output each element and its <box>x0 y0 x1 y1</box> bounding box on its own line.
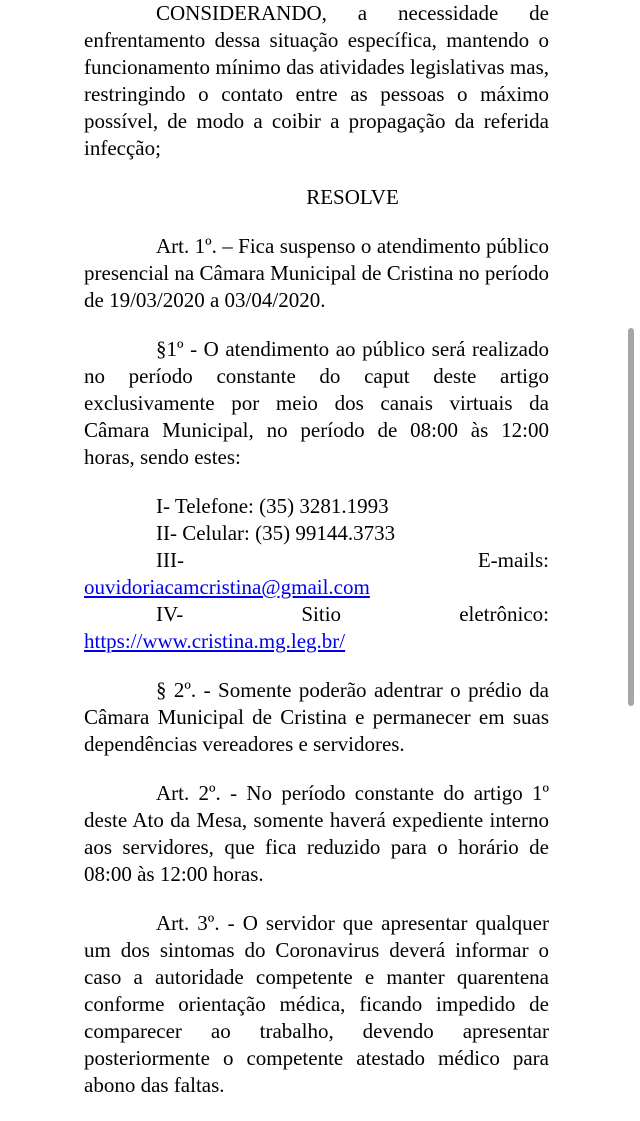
website-link[interactable]: https://www.cristina.mg.leg.br/ <box>84 629 346 653</box>
email-link[interactable]: ouvidoriacamcristina@gmail.com <box>84 575 370 599</box>
channel-celular: II- Celular: (35) 99144.3733 <box>156 521 396 545</box>
channel-emails-numeral: III- <box>156 548 184 572</box>
paragraph-art-3: Art. 3º. - O servidor que apresentar qualquer um dos sintomas do Coronavirus deverá informar o caso a autoridade competente e manter quarentena conforme orientação médica, ficando impedido de comparecer ao trabalho, devendo apresentar posteriormente o competente atestado médico para abono das faltas. <box>84 911 549 1097</box>
paragraph-art-2: Art. 2º. - No período constante do artigo 1º deste Ato da Mesa, somente haverá expediente interno aos servidores, que fica reduzido para o horário de 08:00 às 12:00 horas. <box>84 781 549 886</box>
channel-emails-label: E-mails: <box>477 548 549 572</box>
paragraph-art-1: Art. 1º. – Fica suspenso o atendimento público presencial na Câmara Municipal de Cristina no período de 19/03/2020 a 03/04/2020. <box>84 234 549 312</box>
channel-site-label: eletrônico: <box>459 602 549 626</box>
channel-site-line <box>84 601 549 628</box>
channel-site-link-line <box>84 628 549 655</box>
channel-emails-line <box>84 547 549 574</box>
paragraph-section-2: § 2º. - Somente poderão adentrar o prédio da Câmara Municipal de Cristina e permanecer em suas dependências vereadores e servidores. <box>84 678 549 756</box>
channel-telefone: I- Telefone: (35) 3281.1993 <box>156 494 389 518</box>
channel-email-link-line <box>84 574 549 601</box>
channel-site-numeral: IV- <box>156 602 184 626</box>
vertical-scrollbar-thumb[interactable] <box>628 328 634 706</box>
channels-list <box>84 493 549 655</box>
paragraph-section-1: §1º - O atendimento ao público será realizado no período constante do caput deste artigo exclusivamente por meio dos canais virtuais da Câmara Municipal, no período de 08:00 às 12:00 horas, sendo estes: <box>84 337 549 469</box>
channel-site-word: Sitio <box>301 602 342 626</box>
resolve-heading: RESOLVE <box>306 185 399 209</box>
paragraph-considerando: CONSIDERANDO, a necessidade de enfrentamento dessa situação específica, mantendo o funcionamento mínimo das atividades legislativas mas, restringindo o contato entre as pessoas o máximo possível, de modo a coibir a propagação da referida infecção; <box>84 1 549 160</box>
